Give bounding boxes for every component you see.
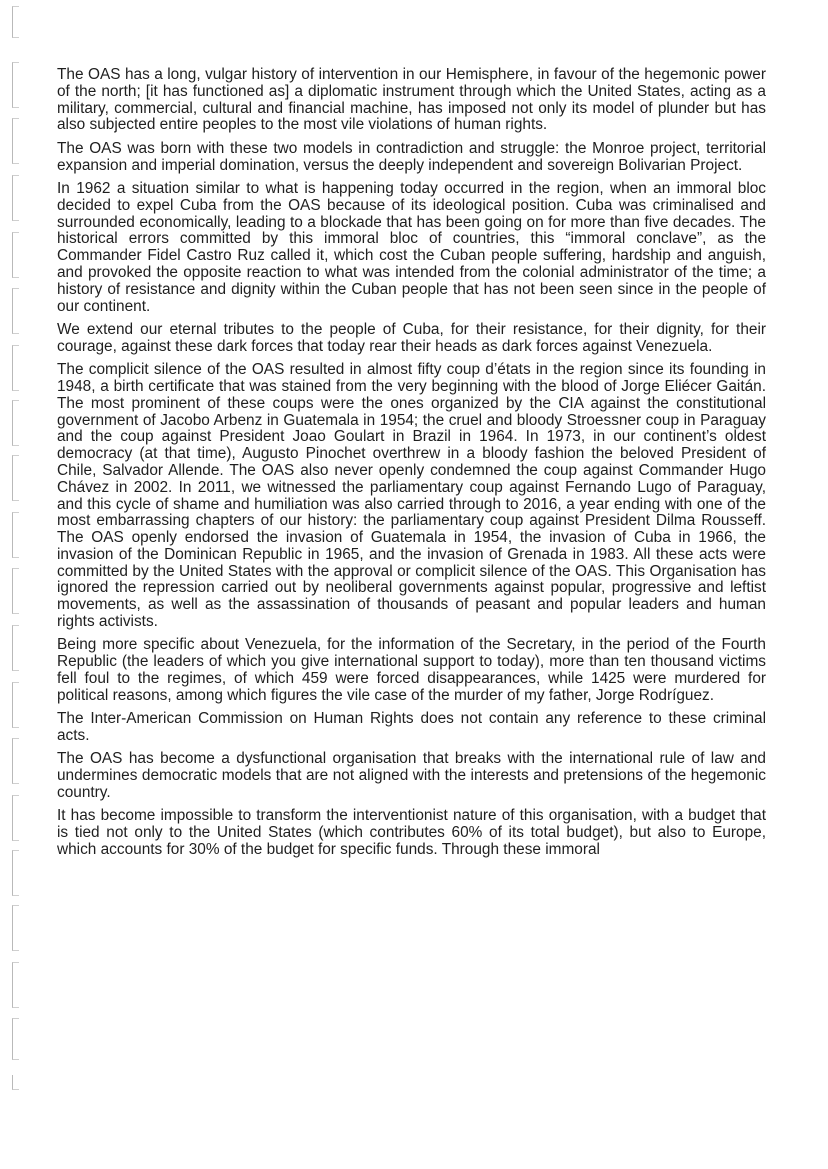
paragraph: It has become impossible to transform the interventionist nature of this organisation, with a budget that is tied not only to the United States (which contributes 60% of its total budget), but also to Europe, which accounts for 30% of the budget for specific funds. Through these immoral: [57, 807, 766, 859]
binding-mark: [12, 118, 19, 164]
binding-mark: [12, 345, 19, 391]
binding-mark: [12, 738, 19, 784]
binding-mark: [12, 232, 19, 278]
binding-mark: [12, 905, 19, 951]
binding-mark: [12, 795, 19, 841]
document-body: [57, 67, 766, 865]
paragraph: We extend our eternal tributes to the people of Cuba, for their resistance, for their dignity, for their courage, against these dark forces that today rear their heads as dark forces against Venezuela.: [57, 320, 766, 355]
binding-hole-marks: [4, 0, 24, 1169]
binding-mark: [12, 625, 19, 671]
binding-mark: [12, 288, 19, 334]
binding-mark: [12, 568, 19, 614]
paragraph: The OAS has become a dysfunctional organisation that breaks with the international rule of law and undermines democratic models that are not aligned with the interests and pretensions of the hegemonic country.: [57, 750, 766, 802]
binding-mark: [12, 850, 19, 896]
paragraph: Being more specific about Venezuela, for the information of the Secretary, in the period of the Fourth Republic (the leaders of which you give international support to today), more than ten thousand victims fell foul to the regimes, of which 459 were forced disappearances, while 1425 were murdered for political reasons, among which figures the vile case of the murder of my father, Jorge Rodríguez.: [57, 636, 766, 704]
binding-mark: [12, 400, 19, 446]
paragraph: The complicit silence of the OAS resulted in almost fifty coup d’états in the region since its founding in 1948, a birth certificate that was stained from the very beginning with the blood of Jorge Eliécer Gaitán. The most prominent of these coups were the ones organized by the CIA against the constitutional government of Jacobo Arbenz in Guatemala in 1954; the cruel and bloody Stroessner coup in Paraguay and the coup against President Joao Goulart in Brazil in 1964. In 1973, in our continent’s oldest democracy (at that time), Augusto Pinochet overthrew in a bloody fashion the beloved President of Chile, Salvador Allende. The OAS also never openly condemned the coup against Commander Hugo Chávez in 2002. In 2011, we witnessed the parliamentary coup against Fernando Lugo of Paraguay, and this cycle of shame and humiliation was also carried through to 2016, a year ending with one of the most embarrassing chapters of our history: the parliamentary coup against President Dilma Rousseff. The OAS openly endorsed the invasion of Guatemala in 1954, the invasion of Cuba in 1966, the invasion of the Dominican Republic in 1965, and the invasion of Grenada in 1983. All these acts were committed by the United States with the approval or complicit silence of the OAS. This Organisation has ignored the repression carried out by neoliberal governments against popular, progressive and leftist movements, as well as the assassination of thousands of peasant and popular leaders and human rights activists.: [57, 361, 766, 631]
binding-mark: [12, 175, 19, 221]
paragraph: The Inter-American Commission on Human Rights does not contain any reference to these criminal acts.: [57, 710, 766, 745]
paragraph: The OAS was born with these two models in contradiction and struggle: the Monroe project, territorial expansion and imperial domination, versus the deeply independent and sovereign Bolivarian Project.: [57, 139, 766, 174]
binding-mark: [12, 682, 19, 728]
paragraph: The OAS has a long, vulgar history of intervention in our Hemisphere, in favour of the hegemonic power of the north; [it has functioned as] a diplomatic instrument through which the United States, acting as a military, commercial, cultural and financial machine, has imposed not only its model of plunder but has also subjected entire peoples to the most vile violations of human rights.: [57, 66, 766, 134]
binding-mark: [12, 962, 19, 1008]
binding-mark: [12, 6, 19, 38]
binding-mark: [12, 512, 19, 558]
binding-mark: [12, 1018, 19, 1060]
paragraph: In 1962 a situation similar to what is happening today occurred in the region, when an immoral bloc decided to expel Cuba from the OAS because of its ideological position. Cuba was criminalised and surrounded economically, leading to a blockade that has been going on for more than five decades. The historical errors committed by this immoral bloc of countries, this “immoral conclave”, as the Commander Fidel Castro Ruz called it, which cost the Cuban people suffering, hardship and anguish, and provoked the opposite reaction to what was intended from the colonial administrator of the time; a history of resistance and dignity within the Cuban people that has not been seen since in the people of our continent.: [57, 179, 766, 315]
binding-mark: [12, 1075, 19, 1090]
binding-mark: [12, 62, 19, 108]
binding-mark: [12, 455, 19, 501]
